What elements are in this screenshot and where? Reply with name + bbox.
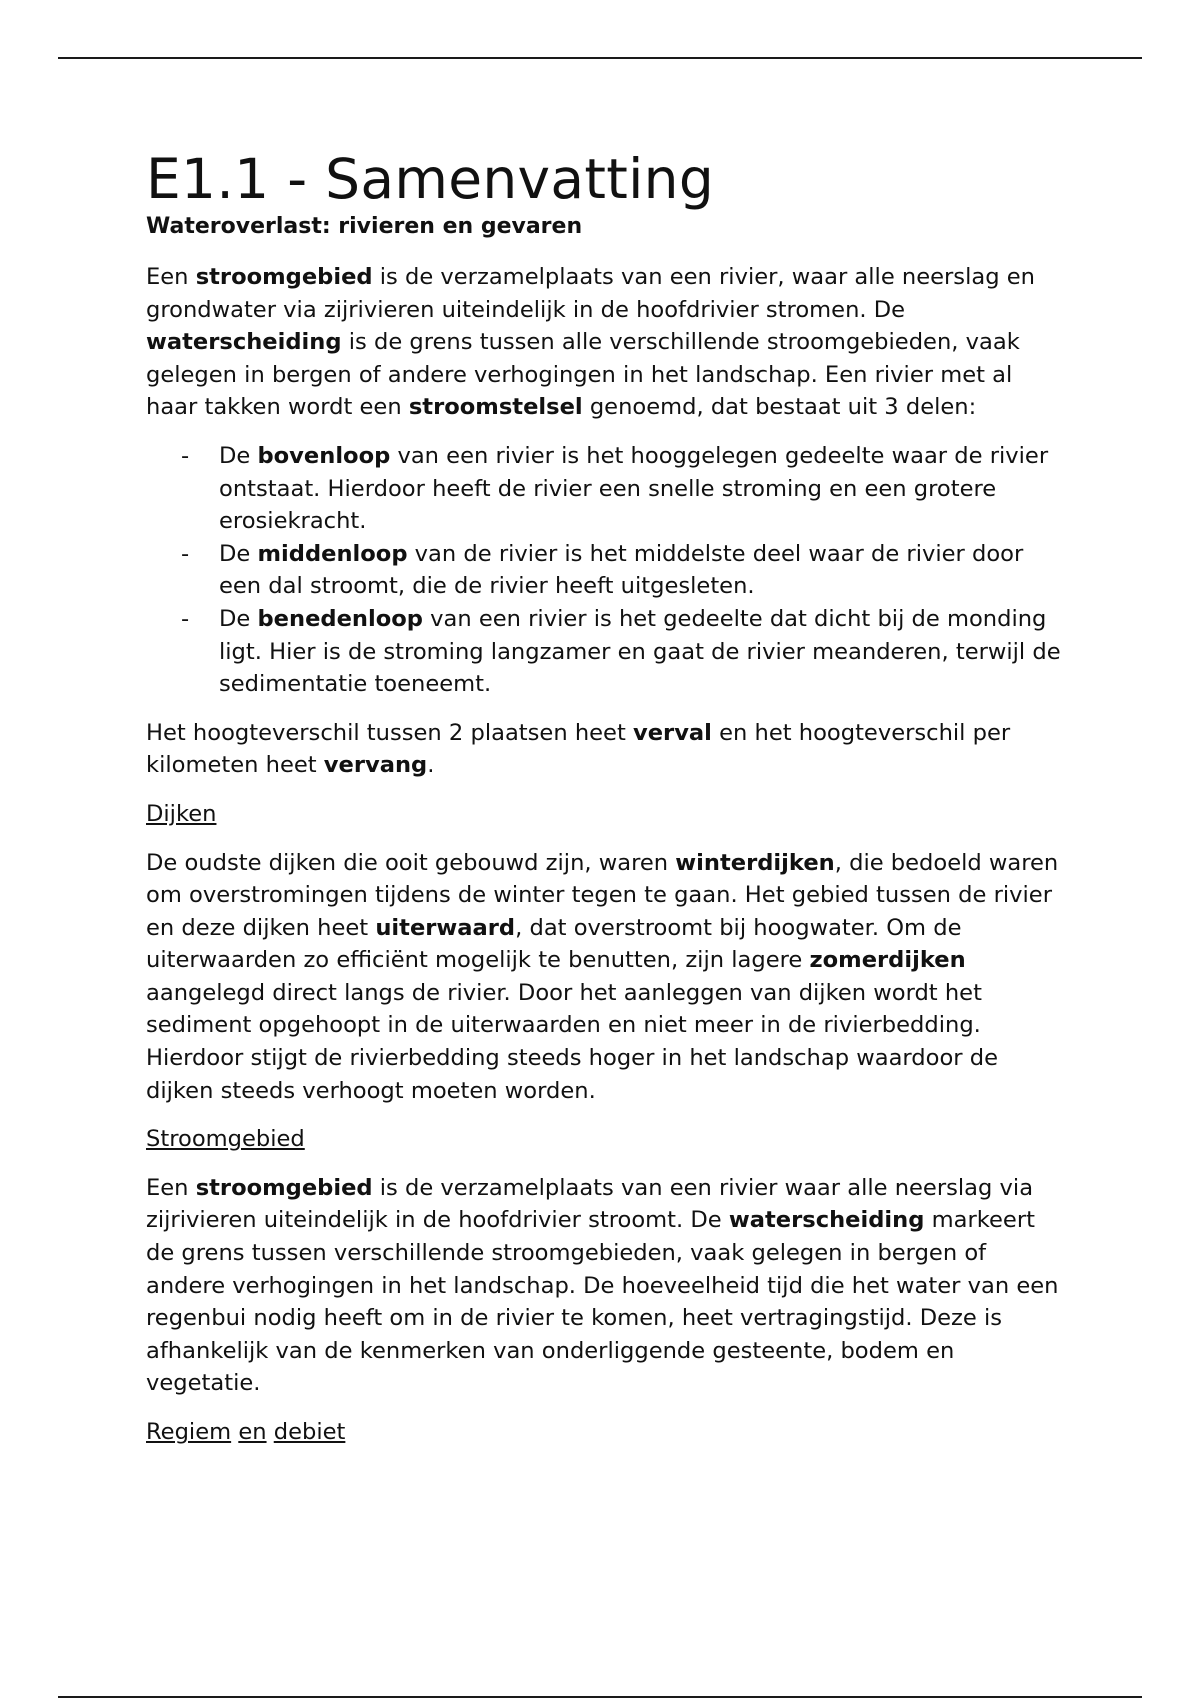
stroomgebied-paragraph: Een stroomgebied is de verzamelplaats van een rivier waar alle neerslag via zijrivieren uiteindelijk in de hoofdrivier stroomt. De waterscheiding markeert de grens tussen verschillende stroomgebieden, vaak gelegen in bergen of andere verhogingen in het landschap. De hoeveelheid tijd die het water van een regenbui nodig heeft om in de rivier te komen, heet vertragingstijd. Deze is afhankelijk van de kenmerken van onderliggende gesteente, bodem en vegetatie. bbox=[146, 1174, 1059, 1397]
bottom-rule bbox=[58, 1696, 1142, 1698]
document-page bbox=[146, 145, 1066, 1465]
list-item: - De middenloop van de rivier is het middelste deel waar de rivier door een dal stroomt, die de rivier heeft uitgesleten. bbox=[181, 540, 1024, 600]
page-subtitle: Wateroverlast: rivieren en gevaren bbox=[146, 214, 583, 239]
section-heading-dijken: Dijken bbox=[146, 800, 217, 827]
list-item: - De benedenloop van een rivier is het gedeelte dat dicht bij de monding ligt. Hier is de stroming langzamer en gaat de rivier meanderen, terwijl de sedimentatie toeneemt. bbox=[181, 605, 1061, 698]
top-rule bbox=[58, 57, 1142, 59]
intro-paragraph: Een stroomgebied is de verzamelplaats van een rivier, waar alle neerslag en grondwater via zijrivieren uiteindelijk in de hoofdrivier stromen. De waterscheiding is de grens tussen alle verschillende stroomgebieden, vaak gelegen in bergen of andere verhogingen in het landschap. Een rivier met al haar takken wordt een stroomstelsel genoemd, dat bestaat uit 3 delen: bbox=[146, 264, 1035, 421]
section-heading-stroomgebied: Stroomgebied bbox=[146, 1126, 305, 1153]
dijken-paragraph: De oudste dijken die ooit gebouwd zijn, waren winterdijken, die bedoeld waren om overstromingen tijdens de winter tegen te gaan. Het gebied tussen de rivier en deze dijken heet uiterwaard, dat overstroomt bij hoogwater. Om de uiterwaarden zo efficiënt mogelijk te benutten, zijn lagere zomerdijken aangelegd direct langs de rivier. Door het aanleggen van dijken wordt het sediment opgehoopt in de uiterwaarden en niet meer in de rivierbedding. Hierdoor stijgt de rivierbedding steeds hoger in het landschap waardoor de dijken steeds verhoogt moeten worden. bbox=[146, 849, 1059, 1104]
verval-paragraph: Het hoogteverschil tussen 2 plaatsen heet verval en het hoogteverschil per kilometen heet vervang. bbox=[146, 719, 1011, 779]
page-title: E1.1 - Samenvatting bbox=[146, 147, 715, 211]
stroomstelsel-list bbox=[146, 440, 1066, 701]
section-heading-regiem-en-debiet: Regiem en debiet bbox=[146, 1419, 346, 1445]
list-item: - De bovenloop van een rivier is het hooggelegen gedeelte waar de rivier ontstaat. Hierdoor heeft de rivier een snelle stroming en een grotere erosiekracht. bbox=[181, 442, 1049, 535]
